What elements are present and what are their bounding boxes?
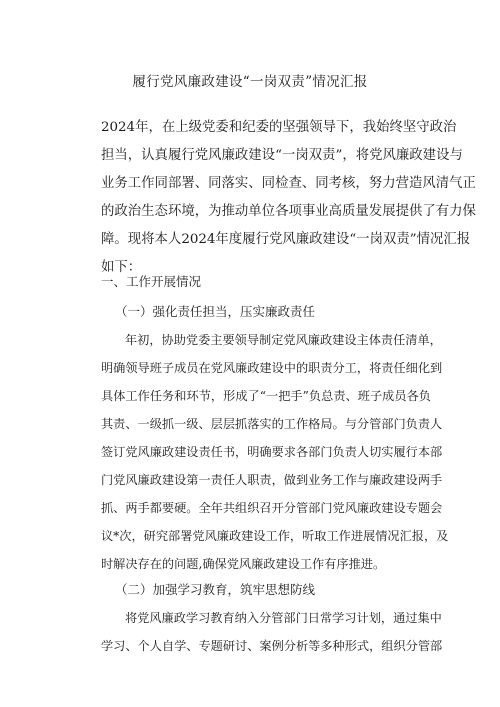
body-line: 具体工作任务和环节，形成了“一把手”负总责、班子成员各负	[101, 389, 431, 403]
document-title: 履行党风廉政建设“一岗双责”情况汇报	[132, 74, 368, 90]
body-line: 时解决存在的问题,确保党风廉政建设工作有序推进。	[101, 557, 386, 571]
intro-line: 担当，认真履行党风廉政建设“一岗双责”，将党风廉政建设与	[101, 148, 463, 163]
body-line: 签订党风廉政建设责任书，明确要求各部门负责人切实履行本部	[101, 445, 443, 459]
body-line: 议*次，研究部署党风廉政建设工作，听取工作进展情况汇报，及	[101, 529, 449, 543]
subsection-1-paragraph	[101, 326, 449, 578]
body-line: 学习、个人自学、专题研讨、案例分析等多种形式，组织分管部	[101, 639, 443, 653]
intro-line: 如下：	[101, 260, 142, 275]
intro-paragraph	[101, 114, 476, 282]
intro-line: 业务工作同部署、同落实、同检查、同考核，努力营造风清气正	[101, 176, 476, 191]
subsection-heading: （二）加强学习教育，筑牢思想防线	[115, 582, 316, 597]
body-line: 年初，协助党委主要领导制定党风廉政建设主体责任清单，	[125, 333, 442, 347]
intro-line: 2024年，在上级党委和纪委的坚强领导下，我始终坚守政治	[101, 120, 457, 135]
body-line: 抓、两手都要硬。全年共组织召开分管部门党风廉政建设专题会	[101, 501, 443, 515]
intro-line: 障。现将本人2024年度履行党风廉政建设“一岗双责”情况汇报	[101, 232, 471, 247]
subsection-2-paragraph	[101, 604, 443, 660]
section-heading: 一、工作开展情况	[101, 274, 202, 289]
body-line: 将党风廉政学习教育纳入分管部门日常学习计划，通过集中	[125, 611, 442, 625]
intro-line: 的政治生态环境，为推动单位各项事业高质量发展提供了有力保	[101, 204, 476, 219]
body-line: 明确领导班子成员在党风廉政建设中的职责分工，将责任细化到	[101, 361, 443, 375]
subsection-heading: （一）强化责任担当，压实廉政责任	[115, 304, 316, 319]
body-line: 其责、一级抓一级、层层抓落实的工作格局。与分管部门负责人	[101, 417, 443, 431]
body-line: 门党风廉政建设第一责任人职责，做到业务工作与廉政建设两手	[101, 473, 443, 487]
